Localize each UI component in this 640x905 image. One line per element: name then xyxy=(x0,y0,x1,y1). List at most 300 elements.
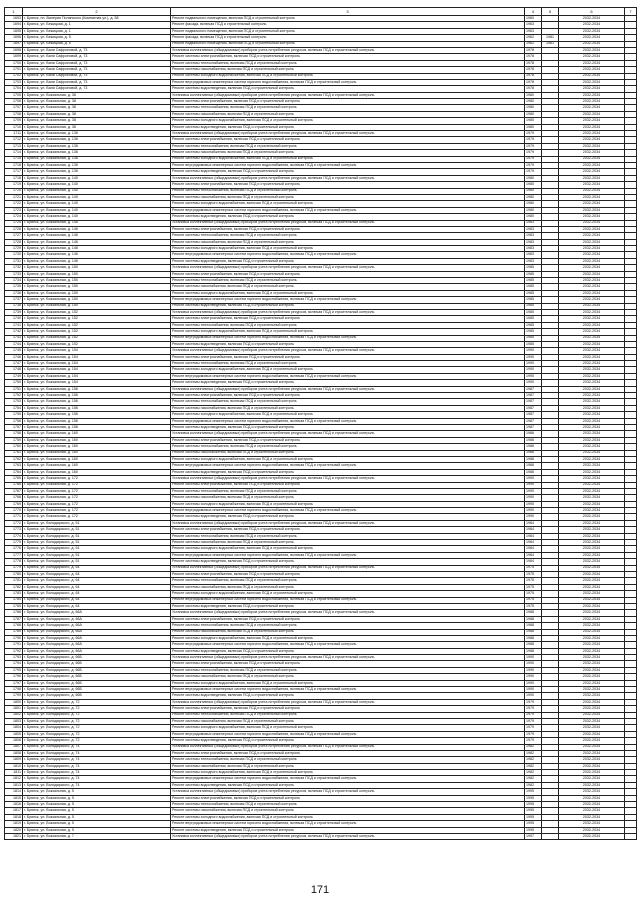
period-cell: 2032-2034 xyxy=(559,834,625,840)
row-number: 1765 xyxy=(5,476,23,482)
year-built-cell: 1962 xyxy=(525,35,542,41)
period-cell: 2032-2034 xyxy=(559,674,625,680)
row-number: 1729 xyxy=(5,246,23,252)
address-cell: г. Брянск, ул. Володарского, д. 51 xyxy=(23,540,171,546)
row-number: 1814 xyxy=(5,789,23,795)
period-cell: 2032-2034 xyxy=(559,533,625,539)
work-type-cell: Ремонт системы теплоснабжения, включая ПСД и строительный контроль xyxy=(171,188,525,194)
year-built-cell: 1963 xyxy=(525,22,542,28)
year-built-cell: 1985 xyxy=(525,335,542,341)
row-number: 1774 xyxy=(5,533,23,539)
row-number: 1728 xyxy=(5,239,23,245)
period-cell: 2032-2034 xyxy=(559,329,625,335)
col-header: 6 xyxy=(559,8,625,16)
year-built-cell: 1979 xyxy=(525,169,542,175)
col-header: 1 xyxy=(5,8,23,16)
work-type-cell: Установка коллективных (общедомовых) приборов учета потребления ресурсов, включая ПСД и строительный контроль xyxy=(171,47,525,53)
year-built-cell: 1975 xyxy=(525,578,542,584)
period-cell: 2032-2034 xyxy=(559,201,625,207)
period-cell: 2032-2034 xyxy=(559,303,625,309)
row-number: 1721 xyxy=(5,194,23,200)
year-built-cell: 1995 xyxy=(525,802,542,808)
row-number: 1796 xyxy=(5,674,23,680)
period-cell: 2032-2034 xyxy=(559,629,625,635)
address-cell: г. Брянск, ул. Вокзальная, д. 160 xyxy=(23,469,171,475)
work-type-cell: Ремонт системы холодного водоснабжения, включая ПСД и строительный контроль xyxy=(171,367,525,373)
row-number: 1789 xyxy=(5,629,23,635)
row-number: 1708 xyxy=(5,111,23,117)
address-cell: г. Брянск, ул. Вокзальная, д. 136 xyxy=(23,131,171,137)
address-cell: г. Брянск, ул. Вали Сафроновой, д. 73 xyxy=(23,47,171,53)
period-cell: 2032-2034 xyxy=(559,22,625,28)
address-cell: г. Брянск, ул. Володарского, д. 66А xyxy=(23,635,171,641)
year-built-cell: 1978 xyxy=(525,54,542,60)
row-number: 1816 xyxy=(5,802,23,808)
work-type-cell: Ремонт системы холодного водоснабжения, включая ПСД и строительный контроль xyxy=(171,456,525,462)
period-cell: 2032-2034 xyxy=(559,92,625,98)
row-number: 1727 xyxy=(5,233,23,239)
work-type-cell: Ремонт системы водоотведения, включая ПСД и строительный контроль xyxy=(171,469,525,475)
work-type-cell: Ремонт системы газоснабжения, включая ПСД и строительный контроль xyxy=(171,150,525,156)
year-built-cell: 1978 xyxy=(525,73,542,79)
address-cell: г. Брянск, ул. Володарского, д. 64 xyxy=(23,578,171,584)
year-built-cell: 1988 xyxy=(525,648,542,654)
period-cell: 2032-2034 xyxy=(559,776,625,782)
address-cell: г. Брянск, ул. Вокзальная, д. 5 xyxy=(23,802,171,808)
period-cell: 2032-2034 xyxy=(559,188,625,194)
work-type-cell: Установка коллективных (общедомовых) приборов учета потребления ресурсов, включая ПСД и строительный контроль xyxy=(171,699,525,705)
row-number: 1817 xyxy=(5,808,23,814)
year-built-cell: 1987 xyxy=(525,405,542,411)
year-built-cell: 1985 xyxy=(525,309,542,315)
address-cell: г. Брянск, ул. Вокзальная, д. 150 xyxy=(23,271,171,277)
address-cell: г. Брянск, ул. Вали Сафроновой, д. 73 xyxy=(23,54,171,60)
period-cell: 2032-2034 xyxy=(559,418,625,424)
work-type-cell: Ремонт системы электроснабжения, включая ПСД и строительный контроль xyxy=(171,137,525,143)
year-built-cell: 1995 xyxy=(525,814,542,820)
row-number: 1752 xyxy=(5,393,23,399)
period-cell: 2032-2034 xyxy=(559,220,625,226)
year-built-cell: 1960 xyxy=(525,16,542,22)
row-number: 1718 xyxy=(5,175,23,181)
address-cell: г. Брянск, ул. Володарского, д. 66Б xyxy=(23,661,171,667)
row-number: 1815 xyxy=(5,795,23,801)
period-cell: 2032-2034 xyxy=(559,162,625,168)
address-cell: г. Брянск, ул. Володарского, д. 74 xyxy=(23,782,171,788)
period-cell: 2032-2034 xyxy=(559,182,625,188)
address-cell: г. Брянск, ул. Вокзальная, д. 152 xyxy=(23,309,171,315)
row-number: 1801 xyxy=(5,706,23,712)
work-type-cell: Ремонт системы газоснабжения, включая ПСД и строительный контроль xyxy=(171,111,525,117)
work-type-cell: Ремонт внутридомовых инженерных систем горячего водоснабжения, включая ПСД и строительный контроль xyxy=(171,335,525,341)
row-number: 1716 xyxy=(5,162,23,168)
year-built-cell: 1990 xyxy=(525,380,542,386)
col-header: 4 xyxy=(525,8,542,16)
row-number: 1741 xyxy=(5,322,23,328)
row-number: 1715 xyxy=(5,156,23,162)
period-cell: 2032-2034 xyxy=(559,194,625,200)
period-cell: 2032-2034 xyxy=(559,782,625,788)
work-type-cell: Ремонт внутридомовых инженерных систем горячего водоснабжения, включая ПСД и строительный контроль xyxy=(171,776,525,782)
period-cell: 2032-2034 xyxy=(559,316,625,322)
address-cell: г. Брянск, ул. Вокзальная, д. 154 xyxy=(23,380,171,386)
work-type-cell: Ремонт системы теплоснабжения, включая ПСД и строительный контроль xyxy=(171,578,525,584)
work-type-cell: Ремонт системы водоотведения, включая ПСД и строительный контроль xyxy=(171,693,525,699)
work-type-cell: Ремонт системы теплоснабжения, включая ПСД и строительный контроль xyxy=(171,667,525,673)
work-type-cell: Ремонт системы электроснабжения, включая ПСД и строительный контроль xyxy=(171,226,525,232)
address-cell: г. Брянск, ул. Володарского, д. 74 xyxy=(23,770,171,776)
year-built-cell: 1984 xyxy=(525,520,542,526)
work-type-cell: Ремонт системы электроснабжения, включая ПСД и строительный контроль xyxy=(171,706,525,712)
row-number: 1751 xyxy=(5,386,23,392)
work-type-cell: Установка коллективных (общедомовых) приборов учета потребления ресурсов, включая ПСД и строительный контроль xyxy=(171,834,525,840)
row-number: 1759 xyxy=(5,437,23,443)
work-type-cell: Установка коллективных (общедомовых) приборов учета потребления ресурсов, включая ПСД и строительный контроль xyxy=(171,655,525,661)
address-cell: г. Брянск, ул. Вокзальная, д. 38 xyxy=(23,105,171,111)
row-number: 1808 xyxy=(5,750,23,756)
period-cell: 2032-2034 xyxy=(559,527,625,533)
address-cell: г. Брянск, ул. Вокзальная, д. 160 xyxy=(23,444,171,450)
year-built-cell: 1975 xyxy=(525,591,542,597)
work-type-cell: Ремонт внутридомовых инженерных систем горячего водоснабжения, включая ПСД и строительный контроль xyxy=(171,418,525,424)
address-cell: г. Брянск, ул. Вокзальная, д. 152 xyxy=(23,335,171,341)
work-type-cell: Ремонт внутридомовых инженерных систем горячего водоснабжения, включая ПСД и строительный контроль xyxy=(171,508,525,514)
work-type-cell: Установка коллективных (общедомовых) приборов учета потребления ресурсов, включая ПСД и строительный контроль xyxy=(171,175,525,181)
row-number: 1697 xyxy=(5,41,23,47)
period-cell: 2032-2034 xyxy=(559,725,625,731)
work-type-cell: Ремонт системы электроснабжения, включая ПСД и строительный контроль xyxy=(171,616,525,622)
work-type-cell: Установка коллективных (общедомовых) приборов учета потребления ресурсов, включая ПСД и строительный контроль xyxy=(171,789,525,795)
year-built-cell: 1990 xyxy=(525,693,542,699)
address-cell: г. Брянск, ул. Володарского, д. 64 xyxy=(23,603,171,609)
address-cell: г. Брянск, ул. Вокзальная, д. 160 xyxy=(23,431,171,437)
extra-cell xyxy=(625,834,637,840)
year-built-cell: 1985 xyxy=(525,265,542,271)
address-cell: г. Брянск, ул. Вокзальная, д. 150 xyxy=(23,284,171,290)
period-cell: 2032-2034 xyxy=(559,648,625,654)
row-number: 1712 xyxy=(5,137,23,143)
year-built-cell: 1983 xyxy=(525,220,542,226)
address-cell: г. Брянск, ул. Вокзальная, д. 38 xyxy=(23,118,171,124)
year-built-cell: 1980 xyxy=(525,92,542,98)
row-number: 1794 xyxy=(5,661,23,667)
address-cell: г. Брянск, ул. Вокзальная, д. 172 xyxy=(23,514,171,520)
work-type-cell: Ремонт системы теплоснабжения, включая ПСД и строительный контроль xyxy=(171,712,525,718)
year-built-cell: 1990 xyxy=(525,655,542,661)
row-number: 1763 xyxy=(5,463,23,469)
work-type-cell: Ремонт системы водоотведения, включая ПСД и строительный контроль xyxy=(171,782,525,788)
year-built-cell: 1986 xyxy=(525,456,542,462)
work-type-cell: Ремонт системы электроснабжения, включая ПСД и строительный контроль xyxy=(171,661,525,667)
period-cell: 2032-2034 xyxy=(559,750,625,756)
address-cell: г. Брянск, ул. Володарского, д. 51 xyxy=(23,559,171,565)
row-number: 1773 xyxy=(5,527,23,533)
work-type-cell: Ремонт системы теплоснабжения, включая ПСД и строительный контроль xyxy=(171,533,525,539)
period-cell: 2032-2034 xyxy=(559,386,625,392)
year-built-cell: 1979 xyxy=(525,156,542,162)
year-built-cell: 1985 xyxy=(525,322,542,328)
year-built-cell: 1983 xyxy=(525,258,542,264)
address-cell: г. Брянск, ул. Вокзальная, д. 154 xyxy=(23,361,171,367)
address-cell: г. Брянск, ул. Володарского, д. 72 xyxy=(23,706,171,712)
period-cell: 2032-2034 xyxy=(559,105,625,111)
row-number: 1779 xyxy=(5,565,23,571)
period-cell: 2032-2034 xyxy=(559,655,625,661)
period-cell: 2032-2034 xyxy=(559,770,625,776)
work-type-cell: Ремонт системы холодного водоснабжения, включая ПСД и строительный контроль xyxy=(171,118,525,124)
row-number: 1696 xyxy=(5,35,23,41)
address-cell: г. Брянск, ул. Вокзальная, д. 140 xyxy=(23,201,171,207)
work-type-cell: Ремонт системы теплоснабжения, включая ПСД и строительный контроль xyxy=(171,322,525,328)
period-cell: 2032-2034 xyxy=(559,827,625,833)
address-cell: г. Брянск, ул. Володарского, д. 51 xyxy=(23,533,171,539)
address-cell: г. Брянск, ул. Володарского, д. 51 xyxy=(23,546,171,552)
year-built-cell: 1979 xyxy=(525,712,542,718)
row-number: 1726 xyxy=(5,226,23,232)
year-built-cell: 1979 xyxy=(525,718,542,724)
year-built-cell: 1975 xyxy=(525,584,542,590)
year-built-cell: 1980 xyxy=(525,182,542,188)
work-type-cell: Ремонт подвального помещения, включая ПСД и строительный контроль xyxy=(171,28,525,34)
period-cell: 2032-2034 xyxy=(559,278,625,284)
year-built-cell: 1982 xyxy=(525,744,542,750)
row-number: 1781 xyxy=(5,578,23,584)
address-cell: г. Брянск, ул. Володарского, д. 51 xyxy=(23,552,171,558)
period-cell: 2032-2034 xyxy=(559,284,625,290)
period-cell: 2032-2034 xyxy=(559,297,625,303)
period-cell: 2032-2034 xyxy=(559,175,625,181)
row-number: 1787 xyxy=(5,616,23,622)
row-number: 1719 xyxy=(5,182,23,188)
year-built-cell: 1985 xyxy=(525,284,542,290)
col-header: 7 xyxy=(625,8,637,16)
year-built-cell: 1988 xyxy=(525,623,542,629)
work-type-cell: Установка коллективных (общедомовых) приборов учета потребления ресурсов, включая ПСД и строительный контроль xyxy=(171,92,525,98)
year-built-cell: 1980 xyxy=(525,124,542,130)
year-built-cell: 1975 xyxy=(525,565,542,571)
work-type-cell: Ремонт системы холодного водоснабжения, включая ПСД и строительный контроль xyxy=(171,501,525,507)
row-number: 1758 xyxy=(5,431,23,437)
period-cell: 2032-2034 xyxy=(559,246,625,252)
work-type-cell: Ремонт системы холодного водоснабжения, включая ПСД и строительный контроль xyxy=(171,591,525,597)
row-number: 1700 xyxy=(5,60,23,66)
period-cell: 2032-2034 xyxy=(559,616,625,622)
address-cell: г. Брянск, ул. Володарского, д. 72 xyxy=(23,712,171,718)
year-built-cell: 1985 xyxy=(525,271,542,277)
year-built-cell: 1983 xyxy=(525,233,542,239)
row-number: 1706 xyxy=(5,99,23,105)
year-built-cell: 1984 xyxy=(525,533,542,539)
work-type-cell: Ремонт системы газоснабжения, включая ПСД и строительный контроль xyxy=(171,763,525,769)
year-built-cell: 1975 xyxy=(525,571,542,577)
year-built-cell: 1990 xyxy=(525,495,542,501)
year-built-cell: 1986 xyxy=(525,463,542,469)
work-type-cell: Установка коллективных (общедомовых) приборов учета потребления ресурсов, включая ПСД и строительный контроль xyxy=(171,476,525,482)
row-number: 1723 xyxy=(5,207,23,213)
period-cell: 2032-2034 xyxy=(559,508,625,514)
period-cell: 2032-2034 xyxy=(559,578,625,584)
address-cell: г. Брянск, ул. Вокзальная, д. 172 xyxy=(23,488,171,494)
address-cell: г. Брянск, ул. Вокзальная, д. 156 xyxy=(23,405,171,411)
year-built-cell: 1988 xyxy=(525,629,542,635)
period-cell: 2032-2034 xyxy=(559,597,625,603)
address-cell: г. Брянск, ул. Вокзальная, д. 5 xyxy=(23,827,171,833)
row-number: 1764 xyxy=(5,469,23,475)
address-cell: г. Брянск, ул. Вокзальная, д. 160 xyxy=(23,456,171,462)
period-cell: 2032-2034 xyxy=(559,373,625,379)
work-type-cell: Ремонт системы газоснабжения, включая ПСД и строительный контроль xyxy=(171,495,525,501)
address-cell: г. Брянск, ул. Вокзальная, д. 140 xyxy=(23,207,171,213)
work-type-cell: Ремонт системы газоснабжения, включая ПСД и строительный контроль xyxy=(171,239,525,245)
period-cell: 2032-2034 xyxy=(559,143,625,149)
year-built-cell: 1990 xyxy=(525,373,542,379)
address-cell: г. Брянск, ул. Вокзальная, д. 140 xyxy=(23,214,171,220)
year-built-cell: 1978 xyxy=(525,67,542,73)
work-type-cell: Ремонт системы теплоснабжения, включая ПСД и строительный контроль xyxy=(171,444,525,450)
period-cell: 2032-2034 xyxy=(559,731,625,737)
year-built-cell: 1979 xyxy=(525,150,542,156)
row-number: 1703 xyxy=(5,79,23,85)
row-number: 1750 xyxy=(5,380,23,386)
year-built-cell: 1979 xyxy=(525,162,542,168)
work-type-cell: Ремонт системы водоотведения, включая ПСД и строительный контроль xyxy=(171,738,525,744)
period-cell: 2032-2034 xyxy=(559,495,625,501)
address-cell: г. Брянск, ул. Володарского, д. 72 xyxy=(23,738,171,744)
work-type-cell: Ремонт системы водоотведения, включая ПСД и строительный контроль xyxy=(171,341,525,347)
period-cell: 2032-2034 xyxy=(559,137,625,143)
period-cell: 2032-2034 xyxy=(559,501,625,507)
work-type-cell: Ремонт системы холодного водоснабжения, включая ПСД и строительный контроль xyxy=(171,73,525,79)
work-type-cell: Ремонт системы водоотведения, включая ПСД и строительный контроль xyxy=(171,124,525,130)
period-cell: 2032-2034 xyxy=(559,425,625,431)
address-cell: г. Брянск, ул. Вокзальная, д. 140 xyxy=(23,188,171,194)
row-number: 1770 xyxy=(5,508,23,514)
address-cell: г. Брянск, ул. Вокзальная, д. 172 xyxy=(23,508,171,514)
period-cell: 2032-2034 xyxy=(559,808,625,814)
row-number: 1800 xyxy=(5,699,23,705)
row-number: 1818 xyxy=(5,814,23,820)
work-type-cell: Ремонт системы холодного водоснабжения, включая ПСД и строительный контроль xyxy=(171,246,525,252)
period-cell: 2032-2034 xyxy=(559,693,625,699)
period-cell: 2032-2034 xyxy=(559,444,625,450)
work-type-cell: Ремонт системы электроснабжения, включая ПСД и строительный контроль xyxy=(171,354,525,360)
work-type-cell: Ремонт системы газоснабжения, включая ПСД и строительный контроль xyxy=(171,405,525,411)
row-number: 1724 xyxy=(5,214,23,220)
address-cell: г. Брянск, ул. Вокзальная, д. 5 xyxy=(23,795,171,801)
year-built-cell: 1986 xyxy=(525,469,542,475)
address-cell: г. Брянск, ул. Вокзальная, д. 5 xyxy=(23,789,171,795)
row-number: 1795 xyxy=(5,667,23,673)
work-type-cell: Ремонт внутридомовых инженерных систем горячего водоснабжения, включая ПСД и строительный контроль xyxy=(171,373,525,379)
year-built-cell: 1979 xyxy=(525,699,542,705)
period-cell: 2032-2034 xyxy=(559,687,625,693)
row-number: 1746 xyxy=(5,354,23,360)
address-cell: г. Брянск, ул. Вокзальная, д. 150 xyxy=(23,303,171,309)
work-type-cell: Ремонт внутридомовых инженерных систем горячего водоснабжения, включая ПСД и строительный контроль xyxy=(171,79,525,85)
work-type-cell: Установка коллективных (общедомовых) приборов учета потребления ресурсов, включая ПСД и строительный контроль xyxy=(171,386,525,392)
period-cell: 2032-2034 xyxy=(559,111,625,117)
year-built-cell: 1982 xyxy=(525,763,542,769)
year-built-cell: 1987 xyxy=(525,418,542,424)
row-number: 1755 xyxy=(5,412,23,418)
address-cell: г. Брянск, пл. Валерия Полянского (Комнатная ул.), д. 58 xyxy=(23,16,171,22)
period-cell: 2032-2034 xyxy=(559,565,625,571)
work-type-cell: Ремонт системы газоснабжения, включая ПСД и строительный контроль xyxy=(171,629,525,635)
row-number: 1754 xyxy=(5,405,23,411)
row-number: 1805 xyxy=(5,731,23,737)
period-cell: 2032-2034 xyxy=(559,35,625,41)
period-cell: 2032-2034 xyxy=(559,469,625,475)
year-built-cell: 1995 xyxy=(525,808,542,814)
row-number: 1798 xyxy=(5,687,23,693)
period-cell: 2032-2034 xyxy=(559,591,625,597)
period-cell: 2032-2034 xyxy=(559,789,625,795)
address-cell: г. Брянск, ул. Вокзальная, д. 140 xyxy=(23,175,171,181)
work-type-cell: Установка коллективных (общедомовых) приборов учета потребления ресурсов, включая ПСД и строительный контроль xyxy=(171,131,525,137)
row-number: 1777 xyxy=(5,552,23,558)
period-cell: 2032-2034 xyxy=(559,520,625,526)
period-cell: 2032-2034 xyxy=(559,156,625,162)
work-type-cell: Ремонт системы водоотведения, включая ПСД и строительный контроль xyxy=(171,303,525,309)
row-number: 1699 xyxy=(5,54,23,60)
work-type-cell: Ремонт системы водоотведения, включая ПСД и строительный контроль xyxy=(171,425,525,431)
year-built-cell: 1982 xyxy=(525,782,542,788)
work-type-cell: Ремонт системы электроснабжения, включая ПСД и строительный контроль xyxy=(171,99,525,105)
work-type-cell: Ремонт системы теплоснабжения, включая ПСД и строительный контроль xyxy=(171,105,525,111)
period-cell: 2032-2034 xyxy=(559,757,625,763)
work-type-cell: Ремонт внутридомовых инженерных систем горячего водоснабжения, включая ПСД и строительный контроль xyxy=(171,687,525,693)
address-cell: г. Брянск, ул. Вокзальная, д. 160 xyxy=(23,450,171,456)
year-built-cell: 1979 xyxy=(525,725,542,731)
year-built-cell: 1988 xyxy=(525,642,542,648)
work-type-cell: Ремонт системы теплоснабжения, включая ПСД и строительный контроль xyxy=(171,278,525,284)
year-built-cell: 1995 xyxy=(525,795,542,801)
row-number: 1722 xyxy=(5,201,23,207)
work-type-cell: Ремонт системы газоснабжения, включая ПСД и строительный контроль xyxy=(171,808,525,814)
work-type-cell: Ремонт системы электроснабжения, включая ПСД и строительный контроль xyxy=(171,54,525,60)
work-type-cell: Ремонт системы холодного водоснабжения, включая ПСД и строительный контроль xyxy=(171,725,525,731)
row-number: 1713 xyxy=(5,143,23,149)
address-cell: г. Брянск, ул. Володарского, д. 64 xyxy=(23,571,171,577)
year-built-cell: 1995 xyxy=(525,789,542,795)
year-built-cell: 1990 xyxy=(525,482,542,488)
row-number: 1776 xyxy=(5,546,23,552)
row-number: 1698 xyxy=(5,47,23,53)
work-type-cell: Ремонт системы водоотведения, включая ПСД и строительный контроль xyxy=(171,169,525,175)
row-number: 1762 xyxy=(5,456,23,462)
year-built-cell: 1982 xyxy=(525,750,542,756)
work-type-cell: Ремонт системы холодного водоснабжения, включая ПСД и строительный контроль xyxy=(171,290,525,296)
work-type-cell: Установка коллективных (общедомовых) приборов учета потребления ресурсов, включая ПСД и строительный контроль xyxy=(171,220,525,226)
year-built-cell: 1980 xyxy=(525,194,542,200)
row-number: 1797 xyxy=(5,680,23,686)
period-cell: 2032-2034 xyxy=(559,79,625,85)
work-type-cell: Ремонт внутридомовых инженерных систем горячего водоснабжения, включая ПСД и строительный контроль xyxy=(171,162,525,168)
year-built-cell: 1995 xyxy=(525,821,542,827)
address-cell: г. Брянск, ул. Володарского, д. 66А xyxy=(23,629,171,635)
work-type-cell: Ремонт системы теплоснабжения, включая ПСД и строительный контроль xyxy=(171,143,525,149)
period-cell: 2032-2034 xyxy=(559,450,625,456)
year-built-cell: 1978 xyxy=(525,86,542,92)
year-built-cell: 1987 xyxy=(525,386,542,392)
row-number: 1791 xyxy=(5,642,23,648)
address-cell: г. Брянск, ул. Вокзальная, д. 150 xyxy=(23,278,171,284)
address-cell: г. Брянск, ул. Володарского, д. 66Б xyxy=(23,687,171,693)
period-cell: 2032-2034 xyxy=(559,712,625,718)
row-number: 1799 xyxy=(5,693,23,699)
address-cell: г. Брянск, ул. Володарского, д. 72 xyxy=(23,731,171,737)
address-cell: г. Брянск, ул. Вокзальная, д. 146 xyxy=(23,258,171,264)
